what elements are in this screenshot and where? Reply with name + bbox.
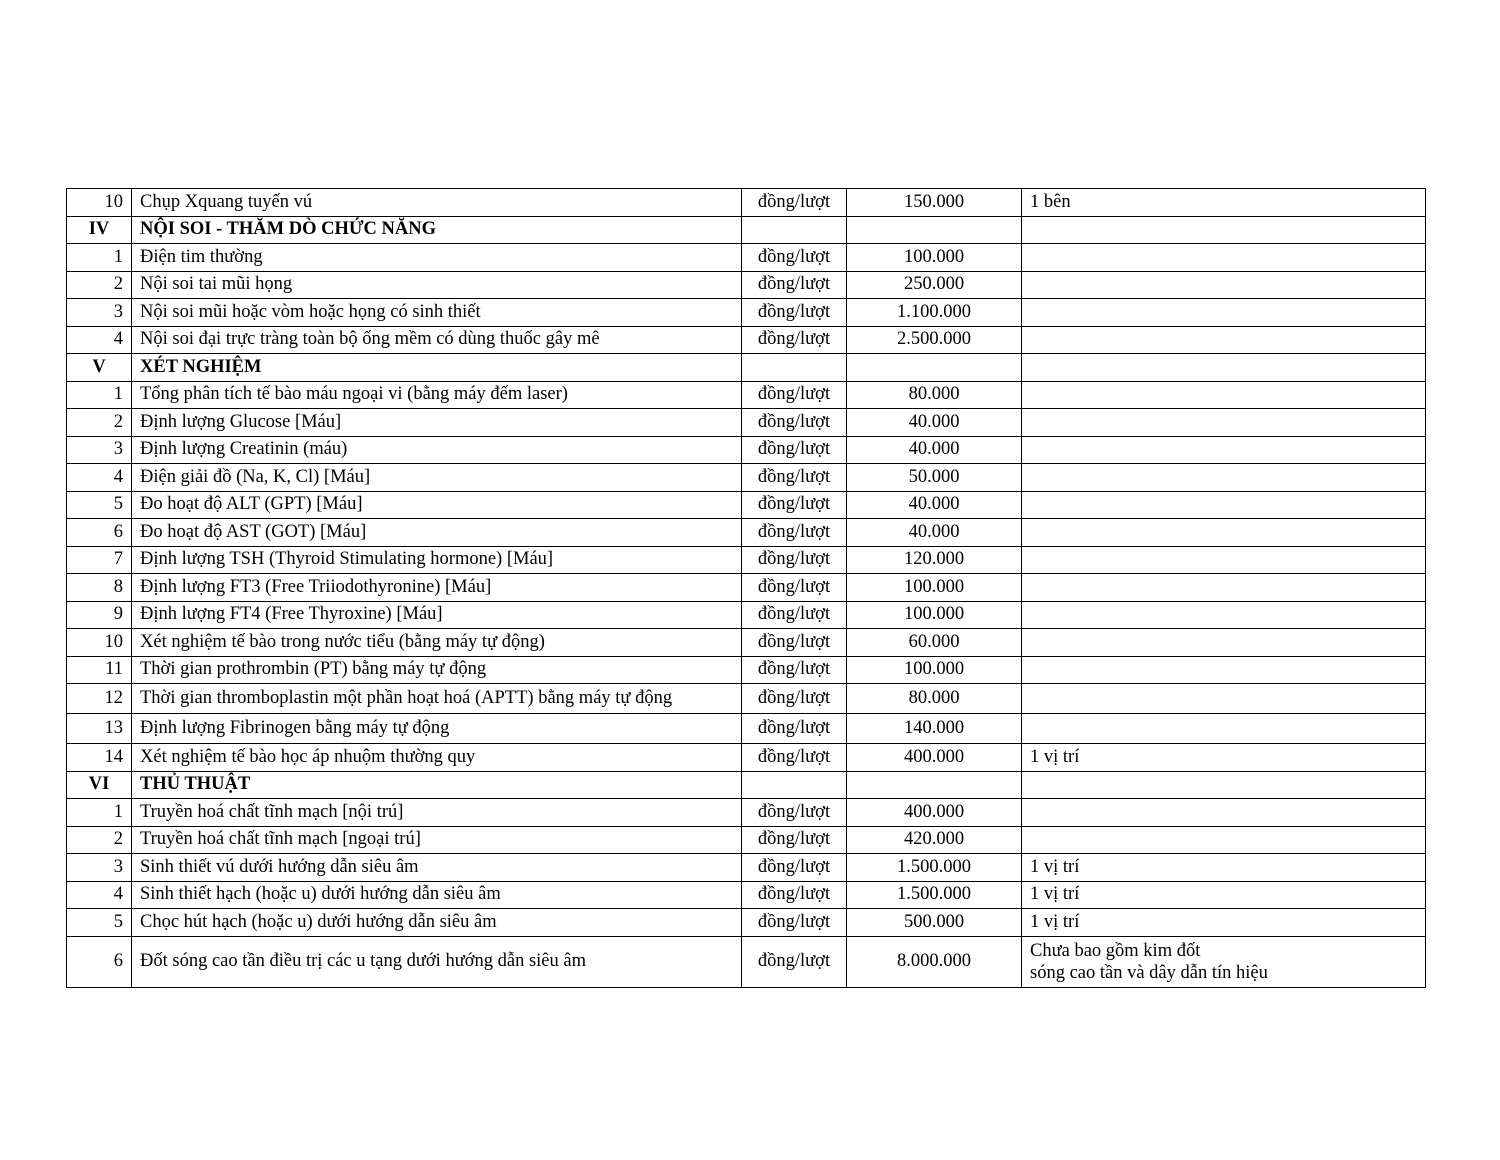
row-number-cell: 12 <box>67 684 132 714</box>
price-cell: 100.000 <box>847 244 1022 272</box>
price-cell: 250.000 <box>847 271 1022 299</box>
unit-cell: đồng/lượt <box>742 464 847 492</box>
service-name-cell: THỦ THUẬT <box>132 771 742 799</box>
service-name-cell: Định lượng TSH (Thyroid Stimulating hormone) [Máu] <box>132 546 742 574</box>
row-number-cell: VI <box>67 771 132 799</box>
unit-cell: đồng/lượt <box>742 936 847 987</box>
row-number-cell: 3 <box>67 436 132 464</box>
table-row <box>67 799 1426 827</box>
section-header-row <box>67 354 1426 382</box>
note-cell <box>1022 354 1426 382</box>
row-number-cell: 2 <box>67 409 132 437</box>
service-name-cell: Xét nghiệm tế bào trong nước tiểu (bằng máy tự động) <box>132 629 742 657</box>
unit-cell: đồng/lượt <box>742 684 847 714</box>
price-cell: 400.000 <box>847 799 1022 827</box>
unit-cell: đồng/lượt <box>742 574 847 602</box>
price-cell: 40.000 <box>847 491 1022 519</box>
unit-cell: đồng/lượt <box>742 629 847 657</box>
row-number-cell: IV <box>67 216 132 244</box>
note-cell <box>1022 464 1426 492</box>
service-name-cell: Đốt sóng cao tần điều trị các u tạng dưới hướng dẫn siêu âm <box>132 936 742 987</box>
service-name-cell: Định lượng Glucose [Máu] <box>132 409 742 437</box>
unit-cell: đồng/lượt <box>742 436 847 464</box>
service-name-cell: Định lượng Creatinin (máu) <box>132 436 742 464</box>
table-row <box>67 491 1426 519</box>
note-cell <box>1022 601 1426 629</box>
row-number-cell: 14 <box>67 744 132 772</box>
row-number-cell: 2 <box>67 826 132 854</box>
service-name-cell: Nội soi đại trực tràng toàn bộ ống mềm có dùng thuốc gây mê <box>132 326 742 354</box>
table-row <box>67 714 1426 744</box>
table-row <box>67 326 1426 354</box>
price-cell: 420.000 <box>847 826 1022 854</box>
price-cell: 40.000 <box>847 519 1022 547</box>
service-name-cell: Điện tim thường <box>132 244 742 272</box>
unit-cell: đồng/lượt <box>742 271 847 299</box>
note-cell <box>1022 714 1426 744</box>
price-cell: 400.000 <box>847 744 1022 772</box>
service-name-cell: XÉT NGHIỆM <box>132 354 742 382</box>
service-name-cell: Định lượng Fibrinogen bằng máy tự động <box>132 714 742 744</box>
price-cell: 40.000 <box>847 409 1022 437</box>
unit-cell: đồng/lượt <box>742 189 847 217</box>
row-number-cell: 3 <box>67 854 132 882</box>
price-cell: 120.000 <box>847 546 1022 574</box>
unit-cell: đồng/lượt <box>742 299 847 327</box>
unit-cell: đồng/lượt <box>742 409 847 437</box>
row-number-cell: 2 <box>67 271 132 299</box>
service-name-cell: Đo hoạt độ ALT (GPT) [Máu] <box>132 491 742 519</box>
table-row <box>67 909 1426 937</box>
note-cell <box>1022 826 1426 854</box>
unit-cell: đồng/lượt <box>742 656 847 684</box>
table-row <box>67 519 1426 547</box>
note-cell <box>1022 271 1426 299</box>
unit-cell: đồng/lượt <box>742 881 847 909</box>
unit-cell: đồng/lượt <box>742 854 847 882</box>
table-row <box>67 744 1426 772</box>
unit-cell <box>742 354 847 382</box>
table-row <box>67 464 1426 492</box>
price-cell <box>847 354 1022 382</box>
note-cell <box>1022 656 1426 684</box>
unit-cell: đồng/lượt <box>742 826 847 854</box>
price-table <box>66 188 1426 988</box>
table-row <box>67 881 1426 909</box>
table-row <box>67 271 1426 299</box>
note-cell <box>1022 216 1426 244</box>
note-cell <box>1022 771 1426 799</box>
note-line-1: Chưa bao gồm kim đốt <box>1030 940 1201 961</box>
unit-cell: đồng/lượt <box>742 714 847 744</box>
service-name-cell: Đo hoạt độ AST (GOT) [Máu] <box>132 519 742 547</box>
row-number-cell: 1 <box>67 799 132 827</box>
unit-cell: đồng/lượt <box>742 244 847 272</box>
note-cell <box>1022 244 1426 272</box>
price-cell: 100.000 <box>847 601 1022 629</box>
price-cell <box>847 216 1022 244</box>
row-number-cell: 3 <box>67 299 132 327</box>
table-row <box>67 629 1426 657</box>
table-row <box>67 381 1426 409</box>
price-cell: 140.000 <box>847 714 1022 744</box>
table-row <box>67 189 1426 217</box>
row-number-cell: 1 <box>67 381 132 409</box>
price-cell: 80.000 <box>847 684 1022 714</box>
unit-cell <box>742 216 847 244</box>
row-number-cell: 5 <box>67 491 132 519</box>
unit-cell: đồng/lượt <box>742 519 847 547</box>
note-cell <box>1022 409 1426 437</box>
table-row <box>67 409 1426 437</box>
price-cell: 8.000.000 <box>847 936 1022 987</box>
note-cell <box>1022 799 1426 827</box>
service-name-cell: Chụp Xquang tuyến vú <box>132 189 742 217</box>
unit-cell: đồng/lượt <box>742 546 847 574</box>
row-number-cell: 9 <box>67 601 132 629</box>
unit-cell: đồng/lượt <box>742 381 847 409</box>
table-row <box>67 684 1426 714</box>
row-number-cell: 4 <box>67 326 132 354</box>
table-row <box>67 574 1426 602</box>
note-cell: 1 vị trí <box>1022 854 1426 882</box>
price-cell <box>847 771 1022 799</box>
price-cell: 60.000 <box>847 629 1022 657</box>
note-line-2: sóng cao tần và dây dẫn tín hiệu <box>1030 962 1268 983</box>
row-number-cell: V <box>67 354 132 382</box>
note-cell <box>1022 326 1426 354</box>
table-row <box>67 601 1426 629</box>
price-cell: 1.100.000 <box>847 299 1022 327</box>
unit-cell: đồng/lượt <box>742 799 847 827</box>
service-name-cell: Định lượng FT4 (Free Thyroxine) [Máu] <box>132 601 742 629</box>
note-cell: 1 vị trí <box>1022 909 1426 937</box>
price-cell: 80.000 <box>847 381 1022 409</box>
note-cell <box>1022 381 1426 409</box>
table-row <box>67 436 1426 464</box>
unit-cell: đồng/lượt <box>742 744 847 772</box>
price-cell: 1.500.000 <box>847 881 1022 909</box>
service-name-cell: Xét nghiệm tế bào học áp nhuộm thường quy <box>132 744 742 772</box>
price-cell: 100.000 <box>847 574 1022 602</box>
note-cell: 1 vị trí <box>1022 744 1426 772</box>
section-header-row <box>67 216 1426 244</box>
price-cell: 50.000 <box>847 464 1022 492</box>
row-number-cell: 7 <box>67 546 132 574</box>
price-cell: 2.500.000 <box>847 326 1022 354</box>
row-number-cell: 1 <box>67 244 132 272</box>
section-header-row <box>67 771 1426 799</box>
price-cell: 1.500.000 <box>847 854 1022 882</box>
service-name-cell: Sinh thiết hạch (hoặc u) dưới hướng dẫn siêu âm <box>132 881 742 909</box>
row-number-cell: 6 <box>67 936 132 987</box>
note-cell <box>1022 546 1426 574</box>
note-cell <box>1022 491 1426 519</box>
note-cell <box>1022 684 1426 714</box>
note-cell <box>1022 629 1426 657</box>
service-name-cell: Nội soi mũi hoặc vòm hoặc họng có sinh thiết <box>132 299 742 327</box>
price-table-body <box>67 189 1426 988</box>
price-cell: 40.000 <box>847 436 1022 464</box>
service-name-cell: Thời gian prothrombin (PT) bằng máy tự động <box>132 656 742 684</box>
table-row <box>67 826 1426 854</box>
price-cell: 500.000 <box>847 909 1022 937</box>
note-cell <box>1022 936 1426 987</box>
price-cell: 100.000 <box>847 656 1022 684</box>
service-name-cell: Truyền hoá chất tĩnh mạch [ngoại trú] <box>132 826 742 854</box>
note-cell: 1 bên <box>1022 189 1426 217</box>
row-number-cell: 10 <box>67 629 132 657</box>
unit-cell: đồng/lượt <box>742 326 847 354</box>
note-cell <box>1022 436 1426 464</box>
service-name-cell: Tổng phân tích tế bào máu ngoại vi (bằng máy đếm laser) <box>132 381 742 409</box>
row-number-cell: 4 <box>67 464 132 492</box>
row-number-cell: 10 <box>67 189 132 217</box>
row-number-cell: 4 <box>67 881 132 909</box>
row-number-cell: 13 <box>67 714 132 744</box>
note-cell <box>1022 519 1426 547</box>
table-row <box>67 299 1426 327</box>
unit-cell: đồng/lượt <box>742 601 847 629</box>
unit-cell: đồng/lượt <box>742 909 847 937</box>
service-name-cell: Nội soi tai mũi họng <box>132 271 742 299</box>
service-name-cell: Định lượng FT3 (Free Triiodothyronine) [Máu] <box>132 574 742 602</box>
service-name-cell: Truyền hoá chất tĩnh mạch [nội trú] <box>132 799 742 827</box>
service-name-cell: Chọc hút hạch (hoặc u) dưới hướng dẫn siêu âm <box>132 909 742 937</box>
row-number-cell: 11 <box>67 656 132 684</box>
unit-cell: đồng/lượt <box>742 491 847 519</box>
service-name-cell: NỘI SOI - THĂM DÒ CHỨC NĂNG <box>132 216 742 244</box>
table-row <box>67 546 1426 574</box>
table-row <box>67 854 1426 882</box>
note-cell: 1 vị trí <box>1022 881 1426 909</box>
table-row <box>67 656 1426 684</box>
row-number-cell: 8 <box>67 574 132 602</box>
table-row <box>67 936 1426 987</box>
unit-cell <box>742 771 847 799</box>
row-number-cell: 5 <box>67 909 132 937</box>
price-cell: 150.000 <box>847 189 1022 217</box>
service-name-cell: Điện giải đồ (Na, K, Cl) [Máu] <box>132 464 742 492</box>
note-cell <box>1022 299 1426 327</box>
row-number-cell: 6 <box>67 519 132 547</box>
table-row <box>67 244 1426 272</box>
service-name-cell: Sinh thiết vú dưới hướng dẫn siêu âm <box>132 854 742 882</box>
service-name-cell: Thời gian thromboplastin một phần hoạt hoá (APTT) bằng máy tự động <box>132 684 742 714</box>
note-cell <box>1022 574 1426 602</box>
